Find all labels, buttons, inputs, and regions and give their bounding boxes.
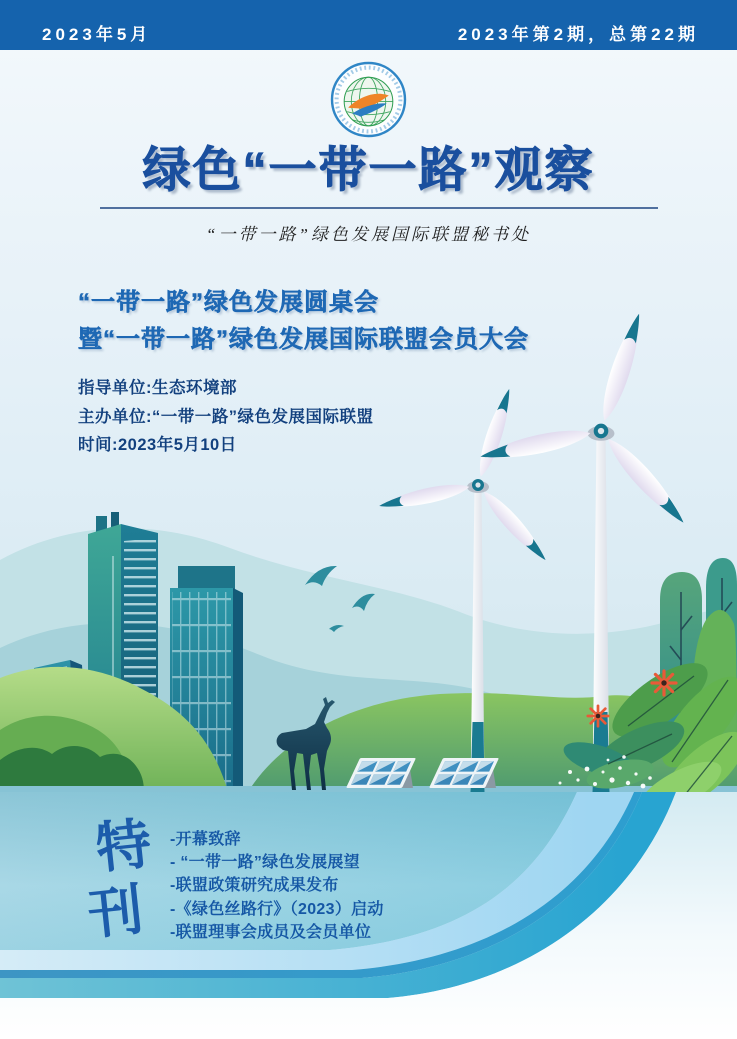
list-item: -联盟政策研究成果发布 [170, 877, 339, 895]
issue-number: 2023年第2期，总第22期 [457, 24, 699, 44]
event-info-date: 时间:2023年5月10日 [78, 436, 237, 454]
special-issue-section [0, 792, 737, 1039]
page-title: 绿色“一带一路”观察 [142, 144, 595, 197]
list-item: -《绿色丝路行》（2023）启动 [170, 900, 384, 918]
special-issue-list [170, 828, 384, 944]
special-issue-char-kan: 刊 [84, 876, 147, 947]
special-issue-char-te: 特 [92, 810, 155, 881]
event-info-guidance: 指导单位:生态环境部 [78, 379, 237, 397]
list-item: -联盟理事会成员及会员单位 [170, 923, 372, 941]
list-item: -开幕致辞 [170, 831, 241, 848]
masthead-bar [0, 0, 737, 50]
issue-date: 2023年5月 [42, 24, 152, 44]
event-title-line2: 暨“一带一路”绿色发展国际联盟会员大会 [78, 326, 529, 353]
event-title-line1: “一带一路”绿色发展圆桌会 [78, 289, 379, 316]
list-item: - “一带一路”绿色发展展望 [170, 854, 360, 872]
title-divider [100, 207, 658, 209]
alliance-logo-icon [330, 61, 407, 138]
flower-icon [652, 671, 676, 695]
eco-city-illustration [0, 250, 737, 792]
event-info-host: 主办单位:“一带一路”绿色发展国际联盟 [78, 407, 374, 426]
flower-icon [588, 706, 608, 726]
page-subtitle: “一带一路”绿色发展国际联盟秘书处 [206, 225, 531, 244]
